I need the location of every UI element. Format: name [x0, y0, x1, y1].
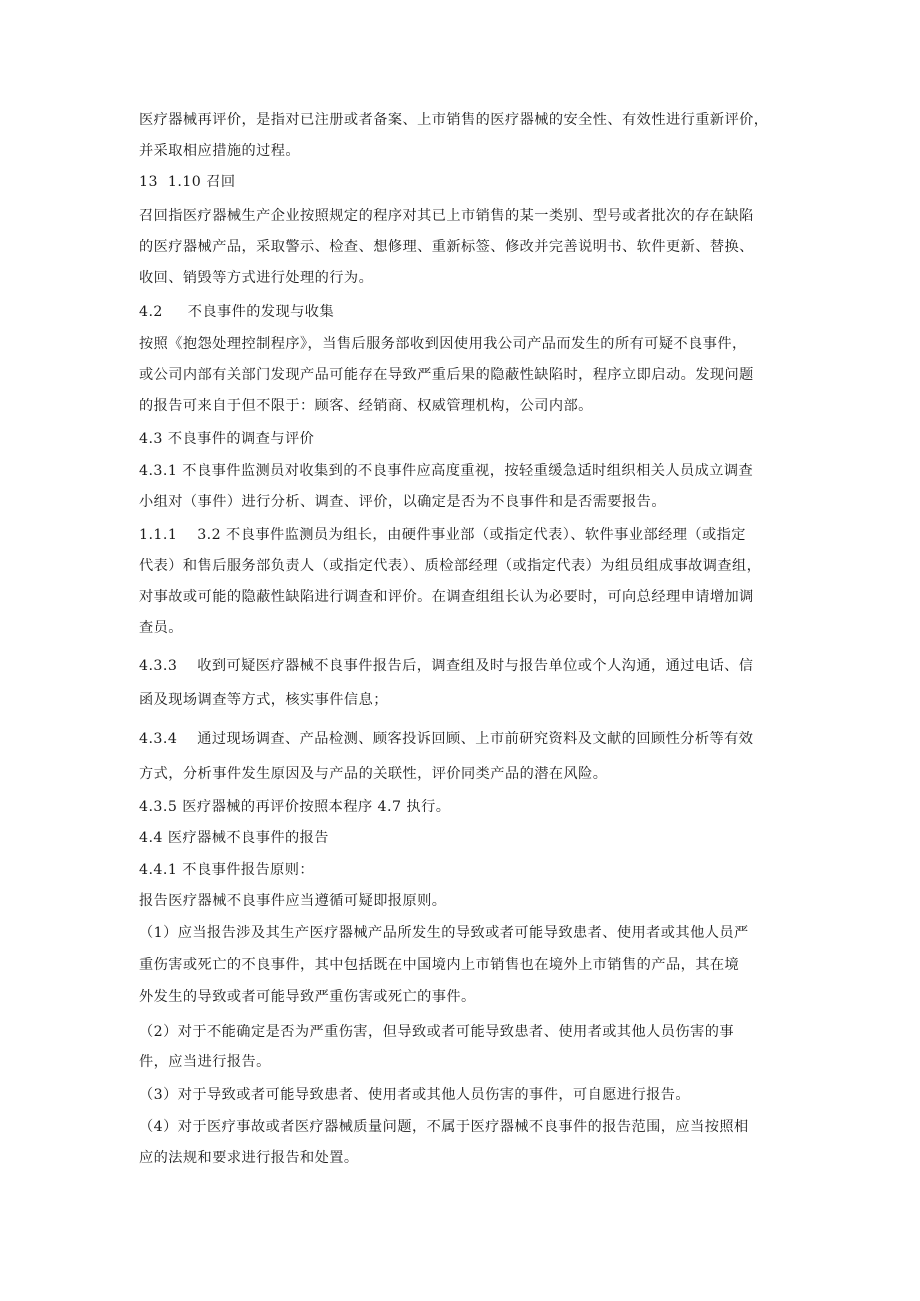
paragraph-line: 代表）和售后服务部负责人（或指定代表）、质检部经理（或指定代表）为组员组成事故调查组， [139, 558, 762, 574]
paragraph-line: 并采取相应措施的过程。 [139, 143, 301, 159]
paragraph-line: 1.1.1 3.2 不良事件监测员为组长，由硬件事业部（或指定代表）、软件事业部经理（或指定 [139, 527, 746, 543]
section-heading: 4.3 不良事件的调查与评价 [139, 431, 315, 447]
list-item-line: 件，应当进行报告。 [139, 1054, 271, 1070]
paragraph-line: 的医疗器械产品，采取警示、检查、想修理、重新标签、修改并完善说明书、软件更新、替换、 [139, 239, 754, 255]
paragraph-line: 方式，分析事件发生原因及与产品的关联性，评价同类产品的潜在风险。 [139, 766, 608, 782]
paragraph-line: 4.3.4 通过现场调查、产品检测、顾客投诉回顾、上市前研究资料及文献的回顾性分析等有效 [139, 731, 754, 747]
list-item-line: （1）应当报告涉及其生产医疗器械产品所发生的导致或者可能导致患者、使用者或其他人员严 [139, 925, 749, 941]
paragraph-line: 函及现场调查等方式，核实事件信息； [139, 692, 388, 708]
list-item-line: （2）对于不能确定是否为严重伤害，但导致或者可能导致患者、使用者或其他人员伤害的事 [139, 1024, 734, 1040]
section-heading: 4.4 医疗器械不良事件的报告 [139, 830, 329, 846]
paragraph-line: 4.3.3 收到可疑医疗器械不良事件报告后，调查组及时与报告单位或个人沟通，通过电话、信 [139, 658, 754, 674]
paragraph-line: 4.3.1 不良事件监测员对收集到的不良事件应高度重视，按轻重缓急适时组织相关人员成立调查 [139, 463, 754, 479]
list-item-line: 应的法规和要求进行报告和处置。 [139, 1150, 359, 1166]
paragraph-line: 医疗器械再评价，是指对已注册或者备案、上市销售的医疗器械的安全性、有效性进行重新评价， [139, 112, 769, 128]
paragraph-line: 小组对（事件）进行分析、调查、评价，以确定是否为不良事件和是否需要报告。 [139, 494, 666, 510]
paragraph-line: 按照《抱怨处理控制程序》，当售后服务部收到因使用我公司产品而发生的所有可疑不良事件， [139, 336, 747, 352]
list-item-line: 重伤害或死亡的不良事件，其中包括既在中国境内上市销售也在境外上市销售的产品，其在境 [139, 957, 740, 973]
section-heading: 4.2 不良事件的发现与收集 [139, 304, 335, 320]
paragraph-line: 4.3.5 医疗器械的再评价按照本程序 4.7 执行。 [139, 799, 451, 815]
section-heading: 13 1.10 召回 [139, 174, 236, 190]
paragraph-line: 召回指医疗器械生产企业按照规定的程序对其已上市销售的某一类别、型号或者批次的存在缺陷 [139, 208, 754, 224]
paragraph-line: 收回、销毁等方式进行处理的行为。 [139, 270, 374, 286]
list-item-line: （4）对于医疗事故或者医疗器械质量问题，不属于医疗器械不良事件的报告范围，应当按照相 [139, 1119, 749, 1135]
paragraph-line: 的报告可来自于但不限于：顾客、经销商、权威管理机构，公司内部。 [139, 398, 593, 414]
list-item-line: （3）对于导致或者可能导致患者、使用者或其他人员伤害的事件，可自愿进行报告。 [139, 1087, 691, 1103]
paragraph-line: 报告医疗器械不良事件应当遵循可疑即报原则。 [139, 893, 447, 909]
list-item-line: 外发生的导致或者可能导致严重伤害或死亡的事件。 [139, 989, 476, 1005]
paragraph-line: 查员。 [139, 620, 183, 636]
paragraph-line: 对事故或可能的隐蔽性缺陷进行调查和评价。在调查组组长认为必要时，可向总经理申请增加调 [139, 589, 754, 605]
section-heading: 4.4.1 不良事件报告原则： [139, 862, 315, 878]
paragraph-line: 或公司内部有关部门发现产品可能存在导致严重后果的隐蔽性缺陷时，程序立即启动。发现问题 [139, 367, 754, 383]
